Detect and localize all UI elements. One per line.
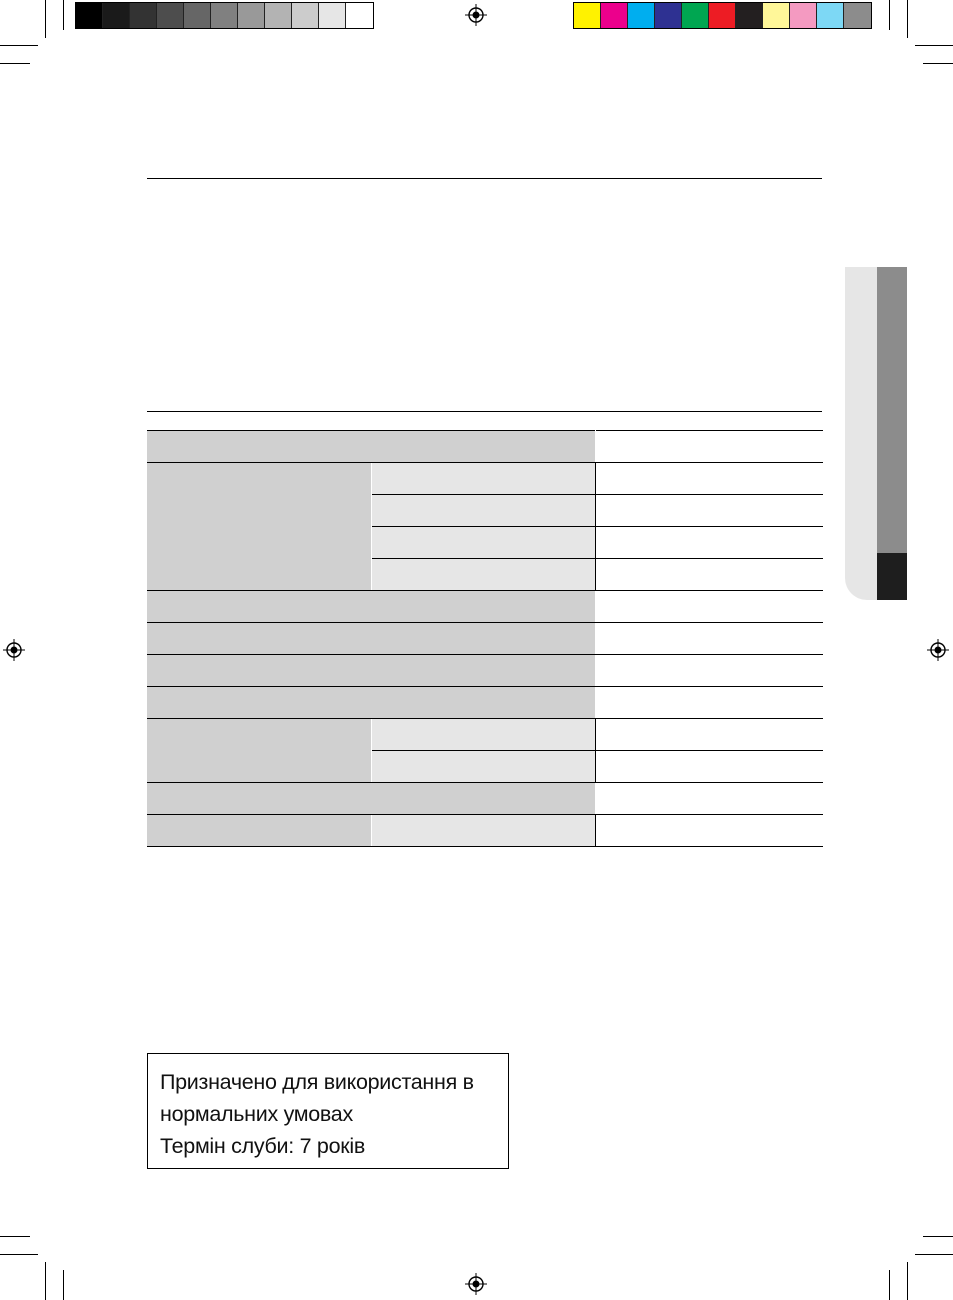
table-row	[147, 687, 823, 719]
table-value-cell	[595, 623, 823, 655]
color-swatch	[790, 3, 817, 28]
notice-line-3: Термін слуби: 7 років	[160, 1134, 365, 1158]
color-swatch	[844, 3, 871, 28]
table-row	[147, 431, 823, 463]
crosshair-registration-icon	[465, 1273, 487, 1295]
table-value-cell	[595, 783, 823, 815]
table-label-cell	[147, 783, 595, 815]
crop-mark	[907, 1262, 908, 1300]
table-label-cell	[147, 655, 595, 687]
table-row	[147, 655, 823, 687]
crosshair-registration-icon	[465, 4, 487, 26]
crop-mark	[45, 1262, 46, 1300]
color-swatch	[628, 3, 655, 28]
table-row	[147, 719, 823, 751]
table-group-label-cell	[147, 719, 371, 783]
color-swatch	[601, 3, 628, 28]
color-swatch	[103, 3, 130, 28]
color-swatch	[574, 3, 601, 28]
table-label-cell	[147, 815, 371, 847]
table-row	[147, 815, 823, 847]
color-swatch	[238, 3, 265, 28]
table-row	[147, 463, 823, 495]
crop-mark	[889, 1270, 890, 1300]
color-swatch	[130, 3, 157, 28]
crosshair-registration-icon	[3, 639, 25, 661]
crop-mark	[907, 0, 908, 38]
table-row	[147, 623, 823, 655]
table-sublabel-cell	[371, 559, 595, 591]
crop-mark	[0, 63, 30, 64]
color-swatch	[655, 3, 682, 28]
color-swatch	[709, 3, 736, 28]
color-swatch	[211, 3, 238, 28]
table-row	[147, 783, 823, 815]
side-tab-gray-strip	[877, 267, 907, 553]
color-swatch	[346, 3, 373, 28]
table-value-cell	[595, 687, 823, 719]
side-tab-light-strip	[845, 267, 877, 600]
table-value-cell	[595, 655, 823, 687]
color-swatch	[817, 3, 844, 28]
crop-mark	[0, 45, 38, 46]
color-swatch	[763, 3, 790, 28]
specification-table	[147, 430, 823, 847]
table-group-label-cell	[147, 463, 371, 591]
grayscale-calibration-bar	[75, 2, 374, 29]
table-sublabel-cell	[371, 719, 595, 751]
crop-mark	[63, 0, 64, 30]
crop-mark	[0, 1254, 38, 1255]
table-value-cell	[595, 463, 823, 495]
table-value-cell	[595, 527, 823, 559]
table-value-cell	[595, 815, 823, 847]
crop-mark	[923, 1236, 953, 1237]
table-value-cell	[595, 719, 823, 751]
table-value-cell	[595, 559, 823, 591]
table-value-cell	[595, 431, 823, 463]
table-label-cell	[147, 591, 595, 623]
table-sublabel-cell	[371, 463, 595, 495]
header-rule	[147, 178, 822, 179]
crosshair-registration-icon	[927, 639, 949, 661]
table-label-cell	[147, 687, 595, 719]
table-value-cell	[595, 591, 823, 623]
crop-mark	[889, 0, 890, 30]
table-sublabel-cell	[371, 495, 595, 527]
color-swatch	[157, 3, 184, 28]
notice-line-2: нормальних умовах	[160, 1102, 353, 1126]
side-tab-active-marker	[877, 553, 907, 600]
chapter-side-tab	[845, 267, 907, 600]
crop-mark	[915, 45, 953, 46]
table-top-rule	[147, 411, 822, 412]
crop-mark	[0, 1236, 30, 1237]
color-swatch	[265, 3, 292, 28]
crop-mark	[923, 63, 953, 64]
table-sublabel-cell	[371, 815, 595, 847]
crop-mark	[63, 1270, 64, 1300]
crop-mark	[915, 1254, 953, 1255]
color-swatch	[292, 3, 319, 28]
color-swatch	[76, 3, 103, 28]
process-color-calibration-bar	[573, 2, 872, 29]
color-swatch	[184, 3, 211, 28]
table-sublabel-cell	[371, 527, 595, 559]
notice-line-1: Призначено для використання в	[160, 1070, 474, 1094]
table-row	[147, 591, 823, 623]
table-label-cell	[147, 431, 595, 463]
color-swatch	[682, 3, 709, 28]
service-life-notice	[147, 1053, 509, 1169]
table-value-cell	[595, 751, 823, 783]
color-swatch	[736, 3, 763, 28]
table-label-cell	[147, 623, 595, 655]
table-value-cell	[595, 495, 823, 527]
color-swatch	[319, 3, 346, 28]
table-sublabel-cell	[371, 751, 595, 783]
crop-mark	[45, 0, 46, 38]
